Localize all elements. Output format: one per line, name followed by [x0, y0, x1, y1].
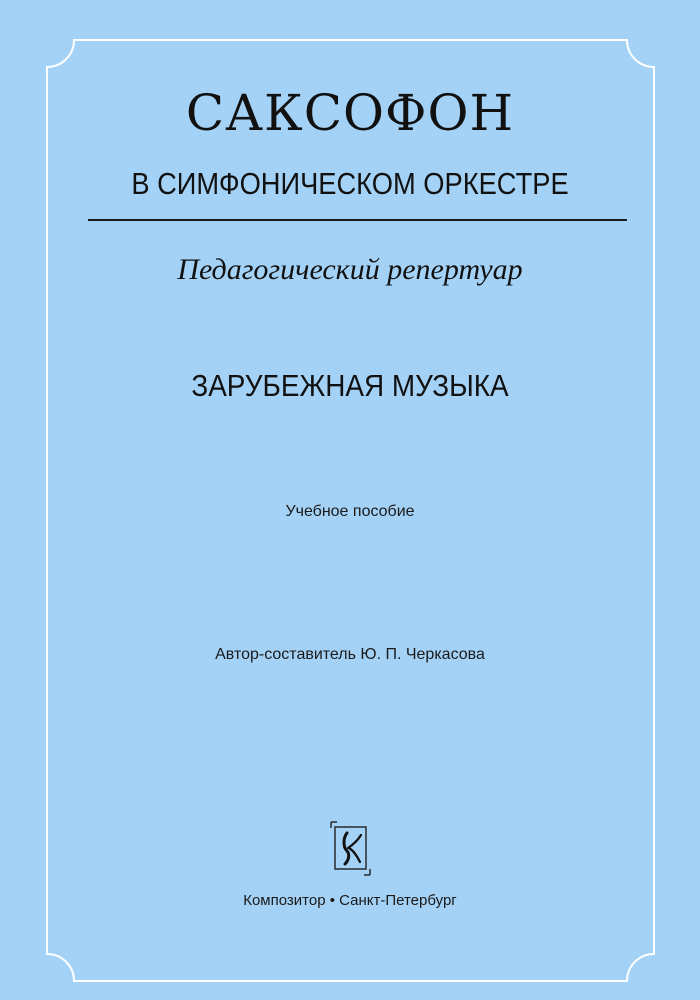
cover-subtitle: В СИМФОНИЧЕСКОМ ОРКЕСТРЕ: [131, 166, 569, 201]
section-title: ЗАРУБЕЖНАЯ МУЗЫКА: [191, 368, 509, 403]
cover-title: САКСОФОН: [185, 84, 515, 142]
publisher-line: Композитор • Санкт-Петербург: [243, 892, 457, 909]
title-divider: [88, 219, 627, 221]
author-line: Автор-составитель Ю. П. Черкасова: [215, 646, 485, 663]
series-title: Педагогический репертуар: [177, 253, 523, 286]
logo-mark: [327, 878, 328, 879]
publisher-logo-icon: [327, 820, 375, 878]
document-type: Учебное пособие: [285, 503, 415, 520]
